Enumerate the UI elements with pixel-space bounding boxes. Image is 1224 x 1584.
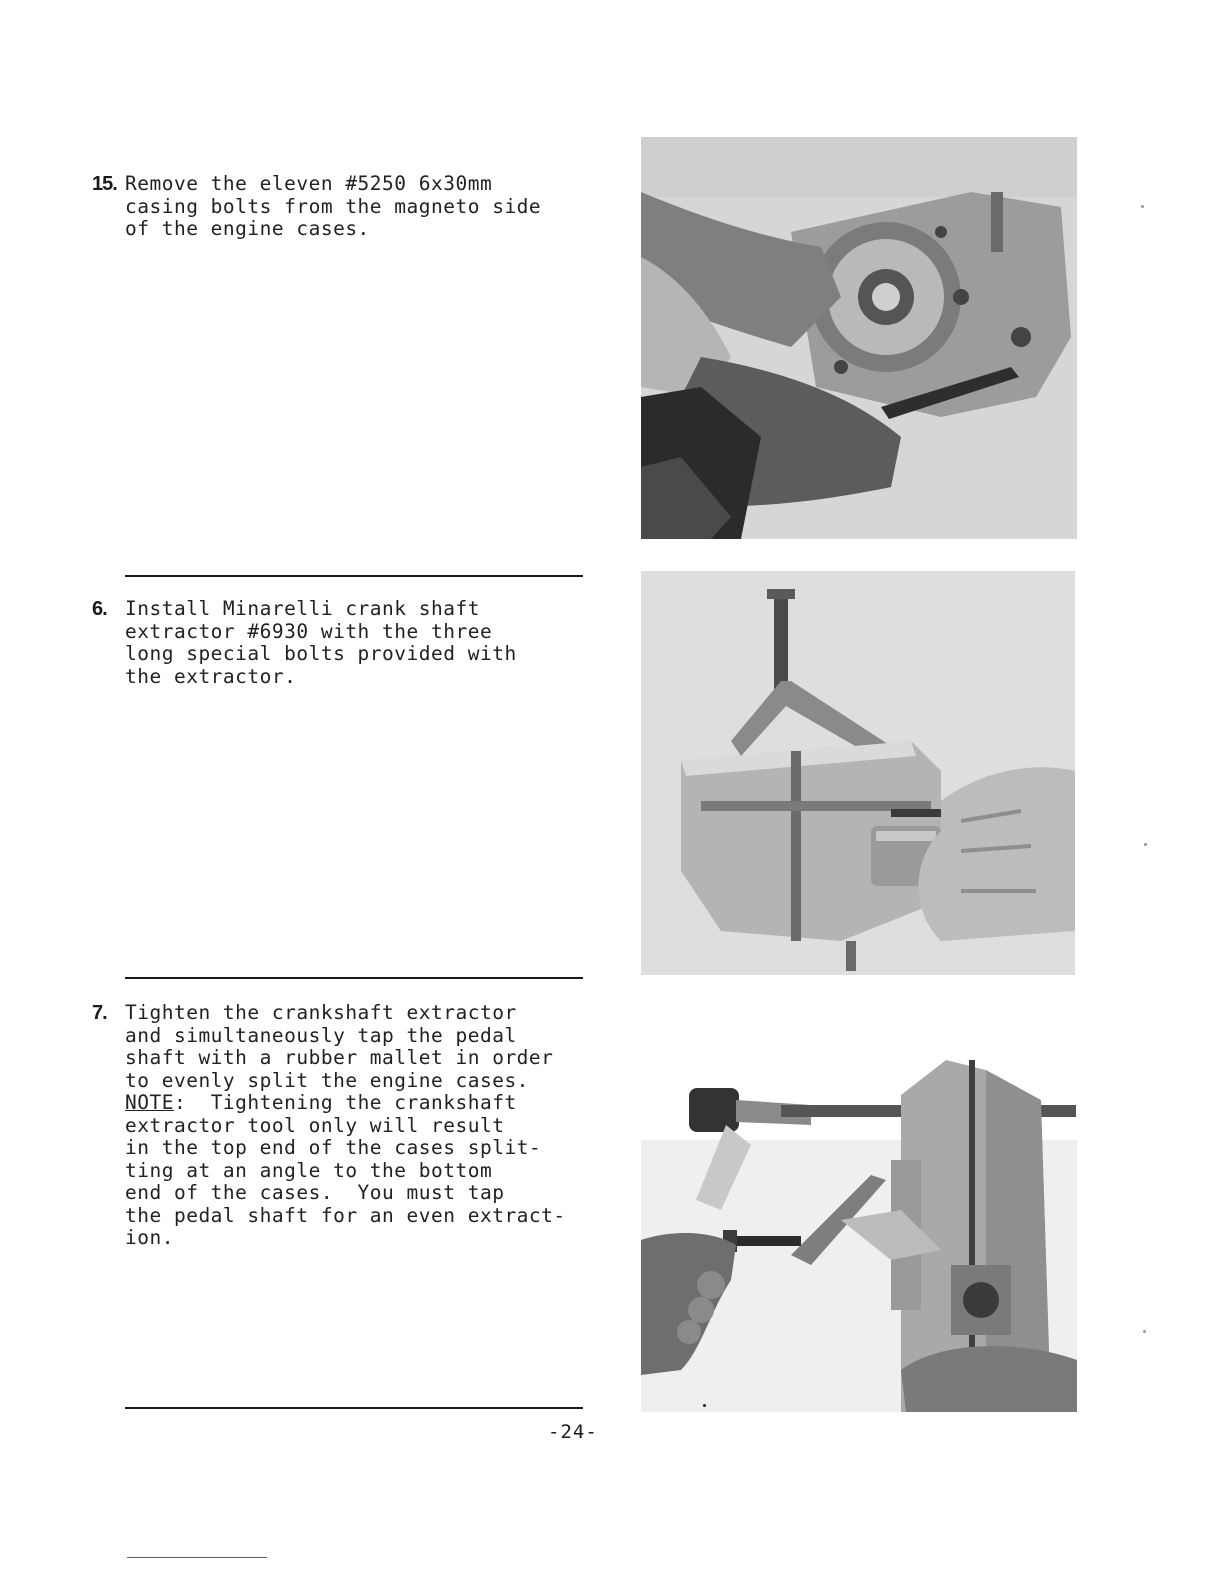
step-15 bbox=[92, 173, 612, 241]
note-label: NOTE bbox=[125, 1091, 174, 1114]
scan-speck bbox=[1143, 1330, 1146, 1333]
scan-speck bbox=[1144, 843, 1147, 846]
section-divider bbox=[125, 977, 583, 979]
text-line: to evenly split the engine cases. bbox=[125, 1068, 529, 1092]
photo-magneto-side-bolts bbox=[641, 137, 1077, 539]
bottom-edge-line bbox=[127, 1557, 267, 1558]
text-line: : Tightening the crankshaft bbox=[173, 1091, 517, 1114]
step-text bbox=[125, 173, 612, 241]
text-line: shaft with a rubber mallet in order bbox=[125, 1046, 554, 1069]
text-line: the pedal shaft for an even extract- bbox=[125, 1203, 566, 1227]
text-line: Tighten the crankshaft extractor bbox=[125, 1001, 517, 1024]
photo-splitting-cases bbox=[641, 1010, 1077, 1412]
step-text bbox=[125, 598, 612, 688]
text-line: end of the cases. You must tap bbox=[125, 1181, 505, 1204]
scan-speck bbox=[1141, 205, 1144, 208]
text-line: in the top end of the cases split- bbox=[125, 1136, 542, 1159]
text-line: casing bolts from the magneto side bbox=[125, 194, 542, 218]
text-line: extractor #6930 with the three bbox=[125, 619, 493, 643]
text-line: ting at an angle to the bottom bbox=[125, 1158, 493, 1182]
step-number: 7. bbox=[92, 1002, 107, 1024]
step-number: 6. bbox=[92, 598, 107, 620]
text-line: and simultaneously tap the pedal bbox=[125, 1023, 517, 1047]
text-line: Remove the eleven #5250 6x30mm bbox=[125, 172, 493, 195]
section-divider bbox=[125, 1407, 583, 1409]
text-line: the extractor. bbox=[125, 664, 297, 688]
text-line: extractor tool only will result bbox=[125, 1113, 505, 1137]
step-7 bbox=[92, 1002, 612, 1250]
text-line: long special bolts provided with bbox=[125, 642, 517, 665]
page-number: -24- bbox=[548, 1421, 598, 1443]
step-6 bbox=[92, 598, 612, 688]
step-number: 15. bbox=[92, 173, 117, 195]
text-line: Install Minarelli crank shaft bbox=[125, 597, 480, 620]
text-line: ion. bbox=[125, 1226, 174, 1249]
photo-crankshaft-extractor bbox=[641, 571, 1075, 975]
section-divider bbox=[125, 575, 583, 577]
step-text bbox=[125, 1002, 612, 1250]
text-line: of the engine cases. bbox=[125, 217, 370, 240]
scan-speck bbox=[703, 1404, 706, 1407]
